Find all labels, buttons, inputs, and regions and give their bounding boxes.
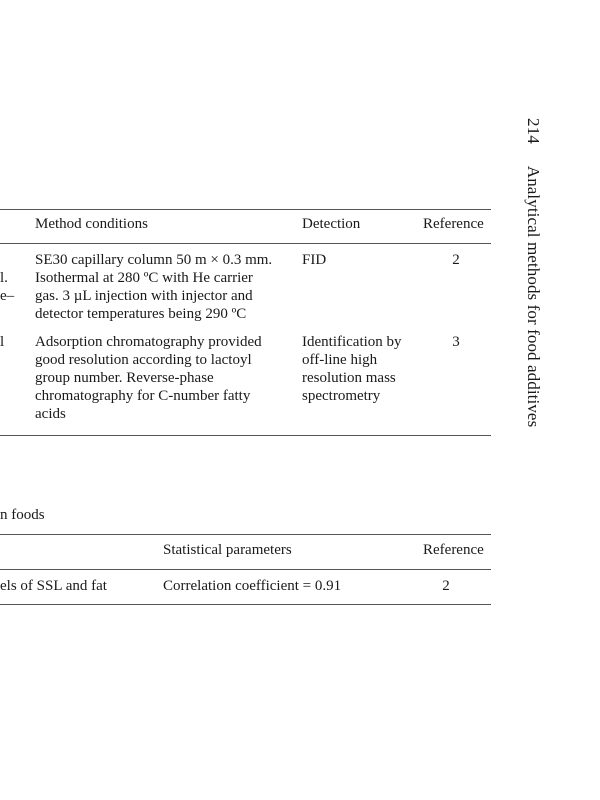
cell-line: acids [35,406,66,422]
running-head-title: Analytical methods for food additives [524,165,543,428]
cell-line: chromatography for C-number fatty [35,388,251,404]
table-2-header-statistical: Statistical parameters [163,542,292,558]
page-number: 214 [524,118,543,144]
cell-line: spectrometry [302,388,381,404]
cell-line: Isothermal at 280 ºC with He carrier [35,270,253,286]
detection-cell [302,333,402,405]
table-1-header-detection: Detection [302,216,361,232]
table-1-bottom-rule [0,435,491,436]
reference-cell: 3 [452,334,460,350]
cell-line: group number. Reverse-phase [35,370,214,386]
table-1-clipped-fragment: l [0,334,5,350]
table-1-top-rule [0,209,491,210]
table-2-header-rule [0,569,491,570]
table-2-top-rule [0,534,491,535]
table-1-header-reference: Reference [423,216,484,232]
cell-line: SE30 capillary column 50 m × 0.3 mm. [35,252,273,268]
cell-line: off-line high [302,352,378,368]
method-cell [35,333,262,423]
cell-line: Identification by [302,334,402,350]
table-1-header-method: Method conditions [35,216,148,232]
cell-line: resolution mass [302,370,396,386]
reference-cell: 2 [442,578,450,594]
detection-cell [302,251,326,269]
cell-line: detector temperatures being 290 ºC [35,306,247,322]
cell-line: gas. 3 µL injection with injector and [35,288,253,304]
table-2-bottom-rule [0,604,491,605]
cell-line: good resolution according to lactoyl [35,352,252,368]
table-2-header-reference: Reference [423,542,484,558]
method-cell [35,251,272,323]
statistical-cell: Correlation coefficient = 0.91 [163,578,342,594]
running-head [524,118,542,427]
table-1-clipped-fragment: l. [0,270,8,286]
table-1-header-rule [0,243,491,244]
cell-line: Adsorption chromatography provided [35,334,262,350]
table-1-clipped-fragment: e– [0,288,15,304]
reference-cell: 2 [452,252,460,268]
cell-line: FID [302,252,327,268]
table-2-clipped-fragment: els of SSL and fat [0,578,107,594]
table-2-caption-fragment: n foods [0,507,45,523]
